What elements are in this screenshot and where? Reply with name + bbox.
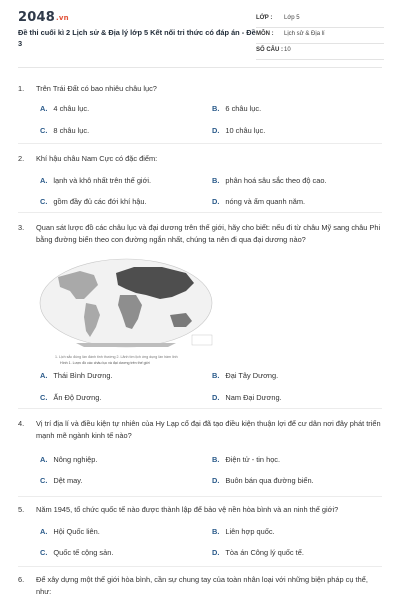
option-letter: C. xyxy=(40,548,48,557)
question-number: 2. xyxy=(18,154,25,163)
meta-row-subject xyxy=(256,28,384,44)
option-d[interactable] xyxy=(212,196,305,208)
meta-label: SỐ CÂU : xyxy=(256,47,283,53)
question-text: Trên Trái Đất có bao nhiêu châu lục? xyxy=(36,84,157,93)
option-text: Đại Tây Dương. xyxy=(225,371,279,380)
option-text: Thái Bình Dương. xyxy=(53,371,113,380)
question-separator xyxy=(18,566,382,567)
option-text: Quốc tế cộng sản. xyxy=(53,548,114,557)
option-c[interactable] xyxy=(40,475,82,487)
option-letter: A. xyxy=(40,455,48,464)
option-b[interactable] xyxy=(212,103,261,115)
page-title: Đề thi cuối kì 2 Lịch sử & Địa lý lớp 5 Kết nối tri thức có đáp án - Đề 3 xyxy=(18,28,256,48)
meta-row-count xyxy=(256,44,384,60)
question-2 xyxy=(18,153,382,213)
option-text: 8 châu lục. xyxy=(53,126,90,135)
option-text: phân hoá sâu sắc theo độ cao. xyxy=(225,176,327,185)
option-c[interactable] xyxy=(40,125,89,137)
question-3 xyxy=(18,222,382,246)
option-text: 10 châu lục. xyxy=(225,126,266,135)
question-number: 1. xyxy=(18,84,25,93)
question-separator xyxy=(18,143,382,144)
question-text: Năm 1945, tổ chức quốc tế nào được thành lập để bảo vệ nền hòa bình và an ninh thế giới? xyxy=(36,505,339,514)
exam-meta-table xyxy=(256,12,384,60)
option-text: Buôn bán qua đường biển. xyxy=(225,476,314,485)
option-letter: A. xyxy=(40,104,48,113)
option-a[interactable] xyxy=(40,370,113,382)
option-letter: D. xyxy=(212,476,220,485)
option-letter: B. xyxy=(212,455,220,464)
world-map-figure xyxy=(36,255,216,355)
option-text: 4 châu lục. xyxy=(53,104,90,113)
option-letter: D. xyxy=(212,126,220,135)
meta-value: 10 xyxy=(284,47,291,53)
question-text: Quan sát lược đồ các châu lục và đại dương trên thế giới, hãy cho biết: nếu đi từ châu Mỹ sang châu Phi bằng đường biển theo con đường ngắn nhất, chúng ta nên đi qua đại dương nào? xyxy=(36,223,381,244)
question-3-options xyxy=(18,370,382,404)
option-d[interactable] xyxy=(212,392,282,404)
meta-row-grade xyxy=(256,12,384,28)
option-text: Nông nghiệp. xyxy=(53,455,98,464)
question-1 xyxy=(18,83,382,143)
option-b[interactable] xyxy=(212,175,327,187)
option-text: Điện tử - tin học. xyxy=(225,455,281,464)
question-number: 6. xyxy=(18,575,25,584)
option-text: Nam Đại Dương. xyxy=(225,393,282,402)
question-number: 4. xyxy=(18,419,25,428)
map-scale-box xyxy=(192,335,212,345)
question-4 xyxy=(18,418,382,498)
meta-value: Lớp 5 xyxy=(284,15,300,21)
option-letter: B. xyxy=(212,527,220,536)
option-text: 6 châu lục. xyxy=(225,104,262,113)
option-letter: C. xyxy=(40,126,48,135)
question-text: Vị trí địa lí và điều kiện tự nhiên của Hy Lạp cổ đại đã tạo điều kiện thuận lợi để cư dân nơi đây phát triển mạnh mẽ ngành kinh tế nào? xyxy=(36,419,381,440)
option-letter: B. xyxy=(212,104,220,113)
question-number: 5. xyxy=(18,505,25,514)
option-letter: C. xyxy=(40,393,48,402)
option-b[interactable] xyxy=(212,526,275,538)
option-b[interactable] xyxy=(212,370,278,382)
header-divider xyxy=(18,67,382,68)
option-text: gồm đầy đủ các đới khí hậu. xyxy=(53,197,147,206)
option-text: Tòa án Công lý quốc tế. xyxy=(225,548,304,557)
option-d[interactable] xyxy=(212,547,304,559)
option-letter: C. xyxy=(40,197,48,206)
option-letter: A. xyxy=(40,371,48,380)
question-5 xyxy=(18,504,382,568)
map-legend: 1. Lịch sắc đúng lần đánh tinh thường 2. Lãnh tìm lịch ứng dụng lần hàm linh xyxy=(55,355,178,359)
option-letter: D. xyxy=(212,393,220,402)
option-letter: B. xyxy=(212,176,220,185)
site-logo[interactable] xyxy=(18,10,69,25)
option-d[interactable] xyxy=(212,125,265,137)
option-c[interactable] xyxy=(40,547,113,559)
meta-label: LỚP : xyxy=(256,15,273,21)
question-6 xyxy=(18,574,382,600)
question-separator xyxy=(18,212,382,213)
question-separator xyxy=(18,408,382,409)
option-c[interactable] xyxy=(40,392,101,404)
option-a[interactable] xyxy=(40,175,151,187)
option-text: Ấn Độ Dương. xyxy=(53,393,102,402)
meta-label: MÔN : xyxy=(256,31,274,37)
option-a[interactable] xyxy=(40,103,89,115)
option-letter: A. xyxy=(40,176,48,185)
option-letter: A. xyxy=(40,527,48,536)
option-text: Liên hợp quốc. xyxy=(225,527,275,536)
option-text: Dệt may. xyxy=(53,476,83,485)
meta-value: Lịch sử & Địa lí xyxy=(284,31,325,37)
option-a[interactable] xyxy=(40,526,100,538)
option-d[interactable] xyxy=(212,475,314,487)
map-caption: Hình 1. Lược đồ các châu lục và đại dương trên thế giới xyxy=(60,361,150,365)
option-letter: C. xyxy=(40,476,48,485)
option-letter: D. xyxy=(212,548,220,557)
question-text: Khí hậu châu Nam Cực có đặc điểm: xyxy=(36,154,158,163)
world-map xyxy=(36,255,216,355)
header xyxy=(0,0,400,62)
question-text: Để xây dựng một thế giới hòa bình, cần sự chung tay của toàn nhân loại với những biện pháp cụ thể, như: xyxy=(36,575,368,596)
option-letter: D. xyxy=(212,197,220,206)
option-letter: B. xyxy=(212,371,220,380)
question-separator xyxy=(18,496,382,497)
option-c[interactable] xyxy=(40,196,147,208)
option-text: nóng và ẩm quanh năm. xyxy=(225,197,306,206)
logo-suffix: .vn xyxy=(55,14,69,22)
logo-text: 2048 xyxy=(18,10,55,25)
antarctica-shape xyxy=(76,343,176,347)
option-a[interactable] xyxy=(40,454,97,466)
option-b[interactable] xyxy=(212,454,280,466)
option-text: Hội Quốc liên. xyxy=(53,527,100,536)
question-number: 3. xyxy=(18,223,25,232)
option-text: lạnh và khô nhất trên thế giới. xyxy=(53,176,152,185)
